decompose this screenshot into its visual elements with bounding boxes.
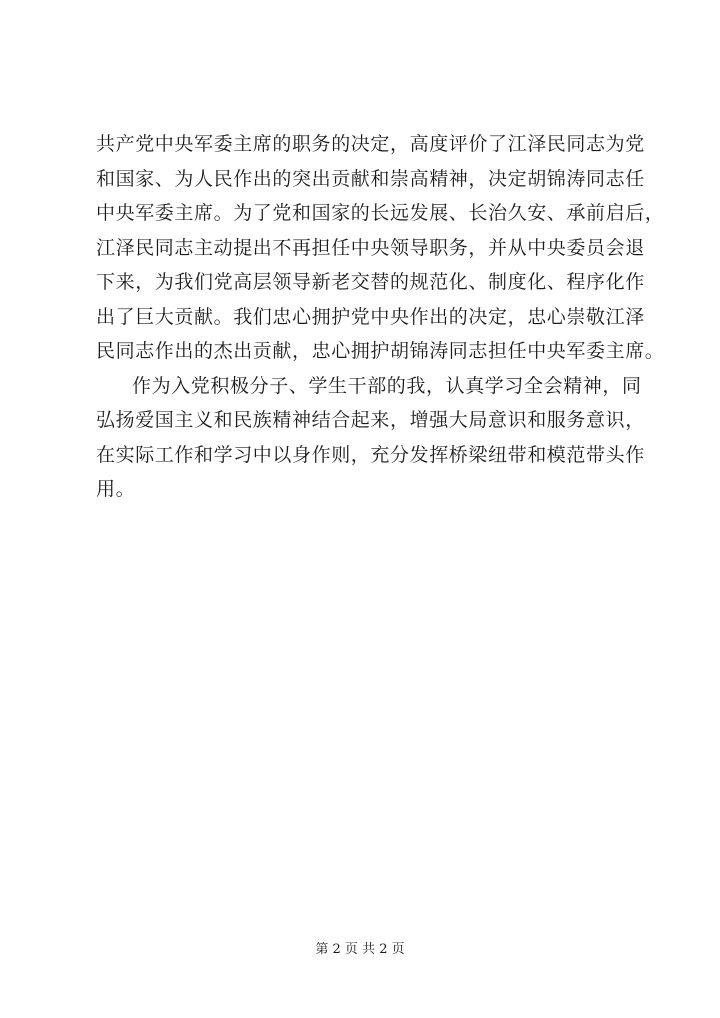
text-line: 下来，为我们党高层领导新老交替的规范化、制度化、程序化作 — [96, 271, 645, 293]
text-line: 共产党中央军委主席的职务的决定，高度评价了江泽民同志为党 — [96, 133, 645, 155]
text-line: 出了巨大贡献。我们忠心拥护党中央作出的决定，忠心崇敬江泽 — [96, 305, 645, 328]
text-line: 用。 — [96, 478, 136, 500]
text-line: 民同志作出的杰出贡献，忠心拥护胡锦涛同志担任中央军委主席。 — [96, 340, 665, 362]
text-line: 中央军委主席。为了党和国家的长远发展、长治久安、承前启后， — [96, 202, 665, 224]
text-line: 江泽民同志主动提出不再担任中央领导职务，并从中央委员会退 — [96, 236, 645, 259]
document-body — [96, 127, 665, 507]
page-number-footer: 第 2 页 共 2 页 — [315, 942, 405, 957]
text-line: 在实际工作和学习中以身作则，充分发挥桥梁纽带和模范带头作 — [96, 443, 645, 466]
text-line: 作为入党积极分子、学生干部的我，认真学习全会精神，同 — [132, 374, 642, 397]
text-line: 和国家、为人民作出的突出贡献和崇高精神，决定胡锦涛同志任 — [96, 167, 645, 190]
text-line: 弘扬爱国主义和民族精神结合起来，增强大局意识和服务意识， — [96, 409, 645, 431]
